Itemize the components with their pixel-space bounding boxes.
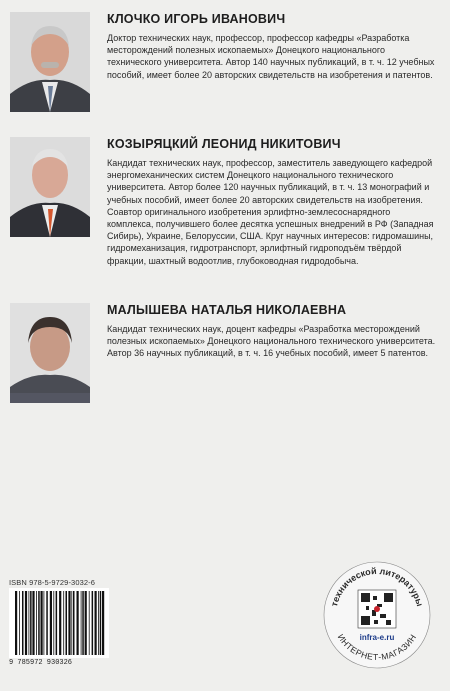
- author-bio-2: Кандидат технических наук, профессор, заместитель заведующего кафедрой энергомеханических систем Донецкого национального технического университета. Автор более 120 научных публикаций, в т. ч. 13 монографий и учебных пособий, имеет более 20 авторских свидетельств на изобретения. Соавтор оригинального изобретения эрлифтно-землесоснарядного комплекса, получившего более десятка успешных внедрений в РФ (Западная Сибирь), Украине, Белоруссии, США. Круг научных интересов: гидромашины, гидромеханизация, гидротранспорт, эрлифтный гидроподъём твёрдой фракции, шахтный водоотлив, глубоководная гидродобыча.: [107, 158, 434, 266]
- barcode-number: 9 785972 930326: [9, 659, 73, 667]
- author-bio-3: Кандидат технических наук, доцент кафедры «Разработка месторождений полезных ископаемых» Донецкого национального технического университета. Автор 36 научных публикаций, в т. ч. 16 учебных пособий, имеет 5 патентов.: [107, 324, 436, 359]
- barcode: [9, 588, 109, 658]
- author-name-3: МАЛЫШЕВА НАТАЛЬЯ НИКОЛАЕВНА: [107, 303, 347, 317]
- isbn-label: ISBN 978-5-9729-3032-6: [9, 578, 96, 587]
- seal-top-text: технической литературы: [328, 565, 426, 608]
- author-name-1: КЛОЧКО ИГОРЬ ИВАНОВИЧ: [107, 12, 286, 26]
- author-bio-1: Доктор технических наук, профессор, профессор кафедры «Разработка месторождений полезных ископаемых» Донецкого национального технического университета. Автор 140 научных публикаций, в т. ч. 12 учебных пособий, имеет более 20 авторских свидетельств на изобретения и патентов.: [107, 33, 435, 80]
- author-block-3: [10, 303, 440, 403]
- publisher-seal: [322, 560, 432, 670]
- qr-code-icon: [358, 590, 396, 628]
- author-block-2: [10, 137, 440, 297]
- author-photo-3: [10, 303, 90, 403]
- author-photo-2: [10, 137, 90, 237]
- author-photo-1: [10, 12, 90, 112]
- seal-bottom-text: ИНТЕРНЕТ-МАГАЗИН: [335, 632, 419, 663]
- author-name-2: КОЗЫРЯЦКИЙ ЛЕОНИД НИКИТОВИЧ: [107, 137, 341, 151]
- seal-url: infra-e.ru: [359, 633, 395, 642]
- author-block-1: [10, 12, 440, 117]
